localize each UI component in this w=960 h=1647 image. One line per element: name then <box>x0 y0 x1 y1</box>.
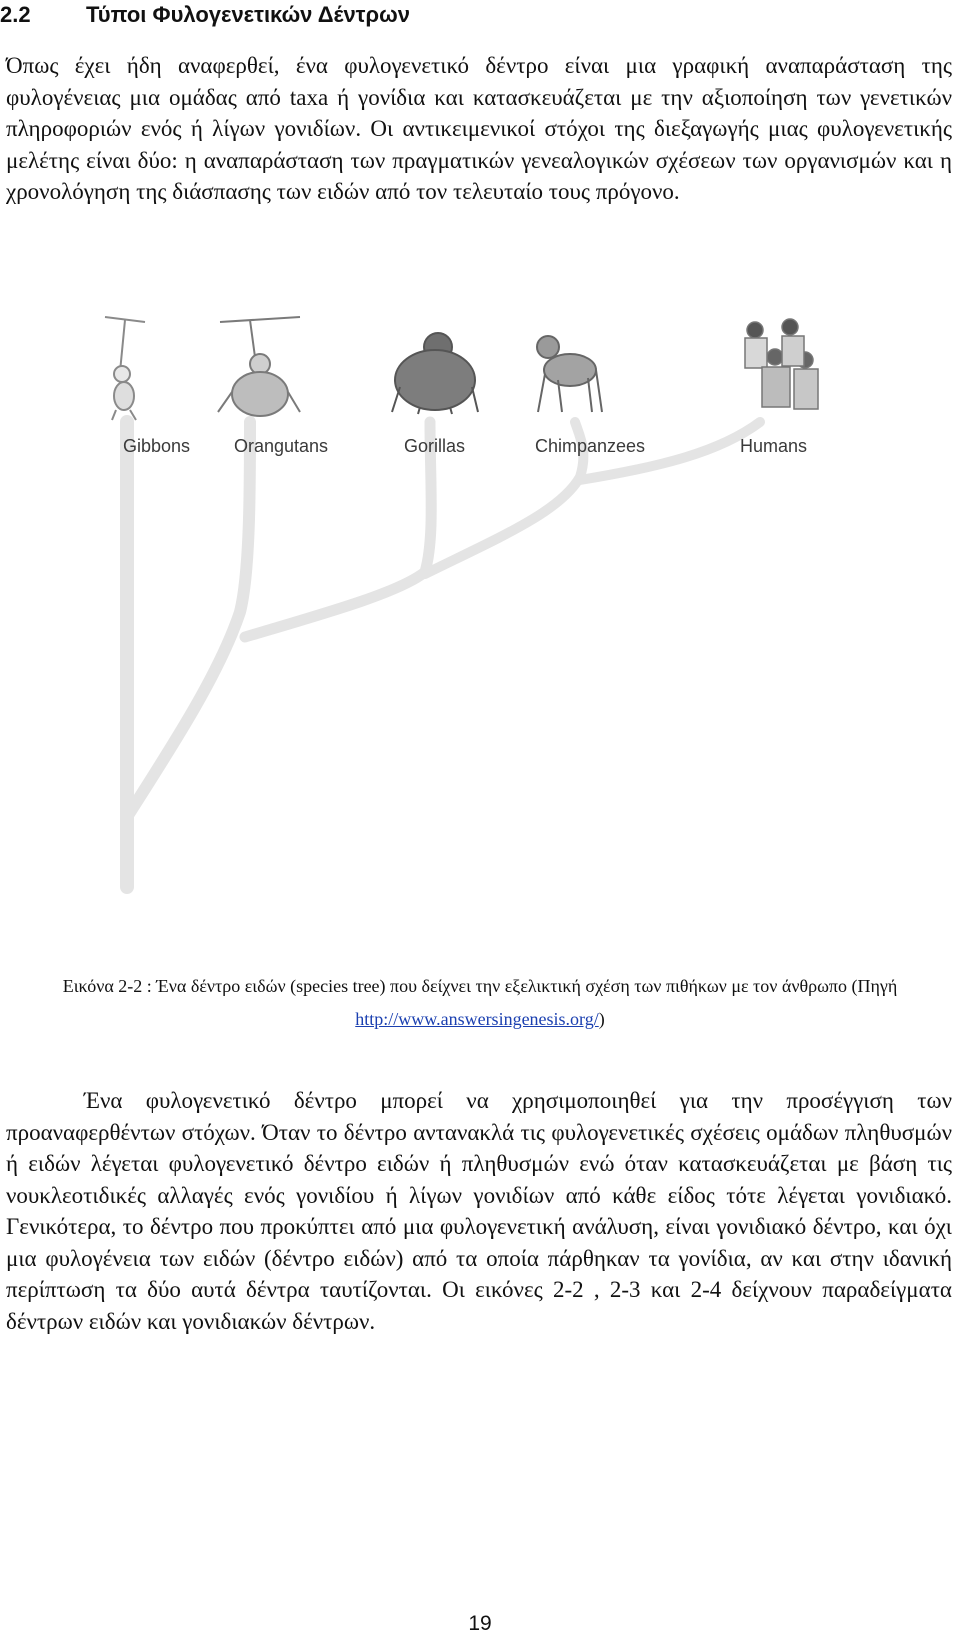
section-title: Τύποι Φυλογενετικών Δέντρων <box>86 2 410 27</box>
gorilla-illustration <box>392 333 478 414</box>
gibbon-illustration <box>105 317 145 420</box>
taxon-label-gorillas: Gorillas <box>404 436 466 456</box>
body-paragraph-text: Ένα φυλογενετικό δέντρο μπορεί να χρησιμοποιηθεί για την προσέγγιση των προαναφερθέντων στόχων. Όταν το δέντρο αντανακλά τις φυλογενετικές σχέσεις ομάδων πληθυσμών ή ειδών λέγεται φυλογενετικό δέντρο ειδών ή πληθυσμών ενώ όταν κατασκευάζεται με βάση τις νουκλεοτιδικές αλλαγές ενός γονιδίου ή λίγων γονιδίων από κάθε είδος τότε λέγεται γονιδιακό. Γενικότερα, το δέντρο που προκύπτει από μια φυλογενετική ανάλυση, είναι γονιδιακό δέντρο, και όχι μια φυλογένεια των ειδών (δέντρο ειδών) από τα οποία πάρθηκαν τα γονίδια, αν και στην ιδανική περίπτωση τα δύο αυτά δέντρα ταυτίζονται. Οι εικόνες 2-2 , 2-3 και 2-4 δείχνουν παραδείγματα δέντρων ειδών και γονιδιακών δέντρων. <box>6 1088 952 1334</box>
taxon-label-orangutans: Orangutans <box>234 436 329 456</box>
humans-illustration <box>745 319 818 409</box>
chimpanzee-illustration <box>537 336 602 412</box>
section-number: 2.2 <box>0 2 31 27</box>
branch-orangutans <box>127 422 250 817</box>
taxon-label-gibbons: Gibbons <box>123 436 191 456</box>
tree-branches <box>127 422 760 887</box>
caption-text: Εικόνα 2-2 : Ένα δέντρο ειδών (species tree) που δείχνει την εξελικτική σχέση των πιθήκων με τον άνθρωπο (Πηγή <box>62 976 898 996</box>
body-paragraph <box>6 1085 952 1337</box>
orangutan-illustration <box>218 317 300 416</box>
figure-caption <box>0 970 960 1036</box>
source-link[interactable]: http://www.answersingenesis.org/ <box>355 1009 599 1029</box>
intro-paragraph: Όπως έχει ήδη αναφερθεί, ένα φυλογενετικό δέντρο είναι μια γραφική αναπαράσταση της φυλογένειας μια ομάδας από taxa ή γονίδια και κατασκευάζεται με την αξιοποίηση των γενετικών πληροφοριών ενός ή λίγων γονιδίων. Οι αντικειμενικοί στόχοι της διεξαγωγής μιας φυλογενετικής μελέτης είναι δύο: η αναπαράσταση των πραγματικών γενεαλογικών σχέσεων των οργανισμών και η χρονολόγηση της διάσπασης των ειδών από τον τελευταίο τους πρόγονο. <box>6 53 952 204</box>
species-tree-figure <box>100 312 860 932</box>
species-tree-diagram <box>100 312 860 932</box>
page-number: 19 <box>468 1612 492 1635</box>
section-heading <box>0 2 410 28</box>
taxon-label-humans: Humans <box>740 436 808 456</box>
taxon-label-chimpanzees: Chimpanzees <box>535 436 646 456</box>
caption-close: ) <box>598 1009 605 1029</box>
